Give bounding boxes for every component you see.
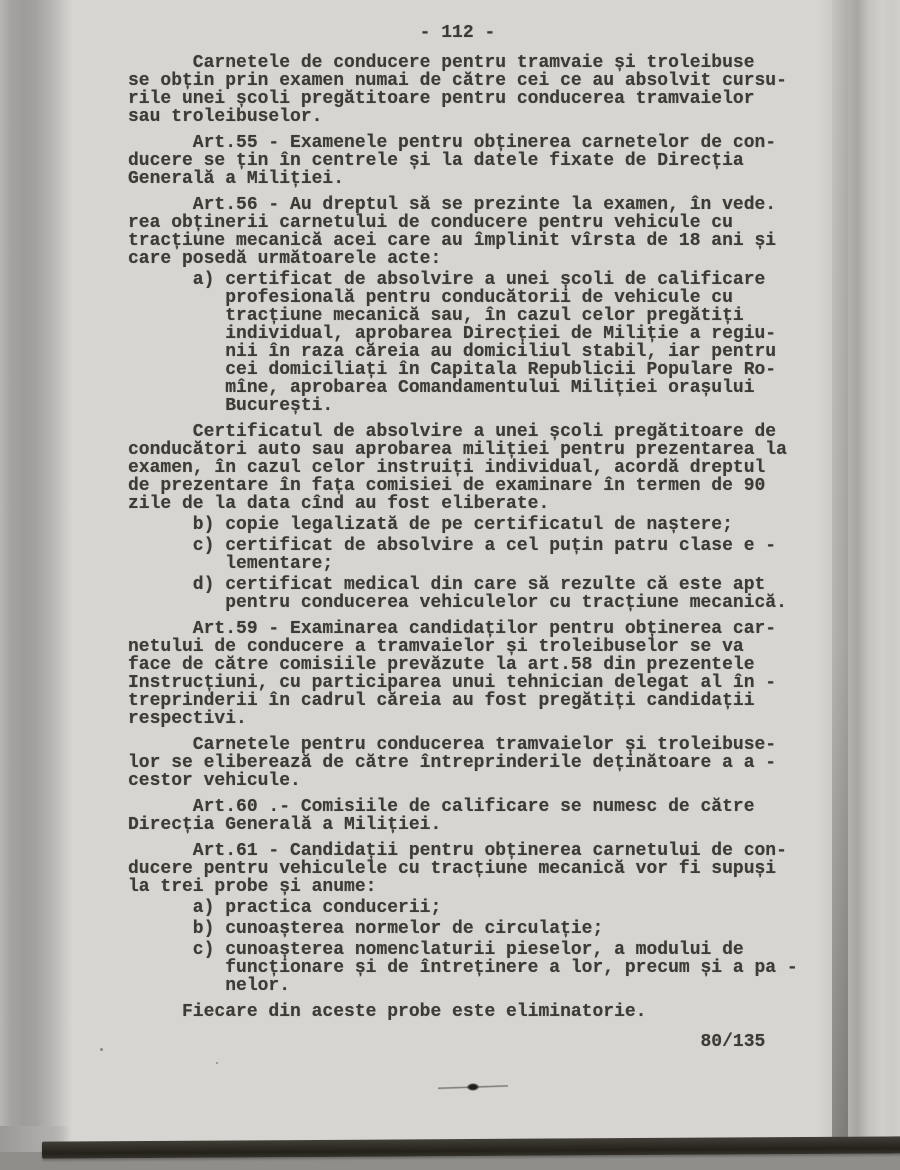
item-d-certificat-medical xyxy=(128,576,818,612)
text-line: tracțiune mecanică acei care au împlinit vîrsta de 18 ani și xyxy=(128,231,777,251)
text-line: a) certificat de absolvire a unei școli de calificare xyxy=(128,270,766,290)
text-line: cei domiciliați în Capitala Republicii Populare Ro- xyxy=(128,360,777,380)
text-line: Art.55 - Examenele pentru obținerea carnetelor de con- xyxy=(128,133,777,153)
article-59 xyxy=(128,620,818,728)
text-line: Art.56 - Au dreptul să se prezinte la examen, în vede. xyxy=(128,195,777,215)
text-line: Generală a Miliției. xyxy=(128,169,345,189)
text-line: sau troleibuselor. xyxy=(128,107,323,127)
dust-speck xyxy=(100,1048,103,1051)
text-line: nelor. xyxy=(128,976,291,996)
text-line: treprinderii în cadrul căreia au fost pregătiți candidații xyxy=(128,691,755,711)
text-line: Art.61 - Candidații pentru obținerea carnetului de con- xyxy=(128,841,787,861)
text-line: b) copie legalizată de pe certificatul de naștere; xyxy=(128,515,733,535)
text-line: la trei probe și anume: xyxy=(128,877,377,897)
dust-speck xyxy=(216,1062,218,1064)
carnetele-eliberare-paragraph xyxy=(128,736,818,790)
text-line: b) cunoașterea normelor de circulație; xyxy=(128,919,604,939)
page-fold-edge xyxy=(818,0,900,1170)
text-line: profesională pentru conducătorii de vehicule cu xyxy=(128,288,733,308)
text-line: cestor vehicule. xyxy=(128,771,301,791)
text-line: Carnetele pentru conducerea tramvaielor și troleibuse- xyxy=(128,735,777,755)
text-line: face de către comisiile prevăzute la art.58 din prezentele xyxy=(128,655,755,675)
text-line: Carnetele de conducere pentru tramvaie și troleibuse xyxy=(128,53,755,73)
text-line: rile unei școli pregătitoare pentru conducerea tramvaielor xyxy=(128,89,755,109)
text-line: respectivi. xyxy=(128,709,247,729)
typewritten-text-column xyxy=(128,24,818,1051)
text-line: de prezentare în fața comisiei de examinare în termen de 90 xyxy=(128,476,766,496)
text-line: nii în raza căreia au domiciliul stabil, iar pentru xyxy=(128,342,777,362)
ink-blot xyxy=(438,1079,508,1095)
certificat-absolvire-paragraph xyxy=(128,423,818,513)
text-line: Certificatul de absolvire a unei școli pregătitoare de xyxy=(128,422,777,442)
item-a-certificat-calificare xyxy=(128,271,818,415)
text-line: c) certificat de absolvire a cel puțin patru clase e - xyxy=(128,536,777,556)
text-line: c) cunoașterea nomenclaturii pieselor, a modului de xyxy=(128,940,744,960)
text-line: tracțiune mecanică sau, în cazul celor pregătiți xyxy=(128,306,744,326)
item-c-certificat-clase xyxy=(128,537,818,573)
text-line: ducere pentru vehiculele cu tracțiune mecanică vor fi supuși xyxy=(128,859,777,879)
text-line: individual, aprobarea Direcției de Miliție a regiu- xyxy=(128,324,777,344)
text-line: d) certificat medical din care să rezulte că este apt xyxy=(128,575,766,595)
text-line: Instrucțiuni, cu participarea unui tehnician delegat al în - xyxy=(128,673,777,693)
book-gutter-shadow xyxy=(0,0,72,1170)
text-line: conducători auto sau aprobarea miliției pentru prezentarea la xyxy=(128,440,787,460)
text-line: se obțin prin examen numai de către cei ce au absolvit cursu- xyxy=(128,71,787,91)
text-line: - 112 - xyxy=(128,23,496,43)
text-line: ducere se țin în centrele și la datele fixate de Direcția xyxy=(128,151,744,171)
item-b-norme-circulatie xyxy=(128,920,818,938)
text-line: Art.60 .- Comisiile de calificare se numesc de către xyxy=(128,797,755,817)
text-line: rea obținerii carnetului de conducere pentru vehicule cu xyxy=(128,213,733,233)
text-line: București. xyxy=(128,396,334,416)
text-line: Fiecare din aceste probe este eliminatorie. xyxy=(128,1002,647,1022)
article-61 xyxy=(128,842,818,896)
text-line: netului de conducere a tramvaielor și troleibuselor se va xyxy=(128,637,744,657)
article-56 xyxy=(128,196,818,268)
eliminatorie-paragraph xyxy=(128,1003,818,1021)
item-c-nomenclatura xyxy=(128,941,818,995)
text-line: lor se eliberează de către întreprinderile deținătoare a a - xyxy=(128,753,777,773)
text-line: Direcția Generală a Miliției. xyxy=(128,815,442,835)
folio-number xyxy=(128,1033,818,1051)
article-60 xyxy=(128,798,818,834)
text-line: 80/135 xyxy=(128,1032,766,1052)
item-a-practica xyxy=(128,899,818,917)
text-line: lementare; xyxy=(128,554,334,574)
item-b-copie-legalizata xyxy=(128,516,818,534)
text-line: mîne, aprobarea Comandamentului Miliției orașului xyxy=(128,378,755,398)
text-line: funcționare și de întreținere a lor, precum și a pa - xyxy=(128,958,798,978)
page-crease-shadow xyxy=(832,0,848,1170)
article-55 xyxy=(128,134,818,188)
text-line: examen, în cazul celor instruiți individual, acordă dreptul xyxy=(128,458,766,478)
text-line: zile de la data cînd au fost eliberate. xyxy=(128,494,550,514)
text-line: pentru conducerea vehiculelor cu tracțiune mecanică. xyxy=(128,593,787,613)
text-line: a) practica conducerii; xyxy=(128,898,442,918)
intro-paragraph xyxy=(128,54,818,126)
text-line: care posedă următoarele acte: xyxy=(128,249,442,269)
text-line: Art.59 - Examinarea candidaților pentru obținerea car- xyxy=(128,619,777,639)
page-number-header xyxy=(128,24,818,42)
